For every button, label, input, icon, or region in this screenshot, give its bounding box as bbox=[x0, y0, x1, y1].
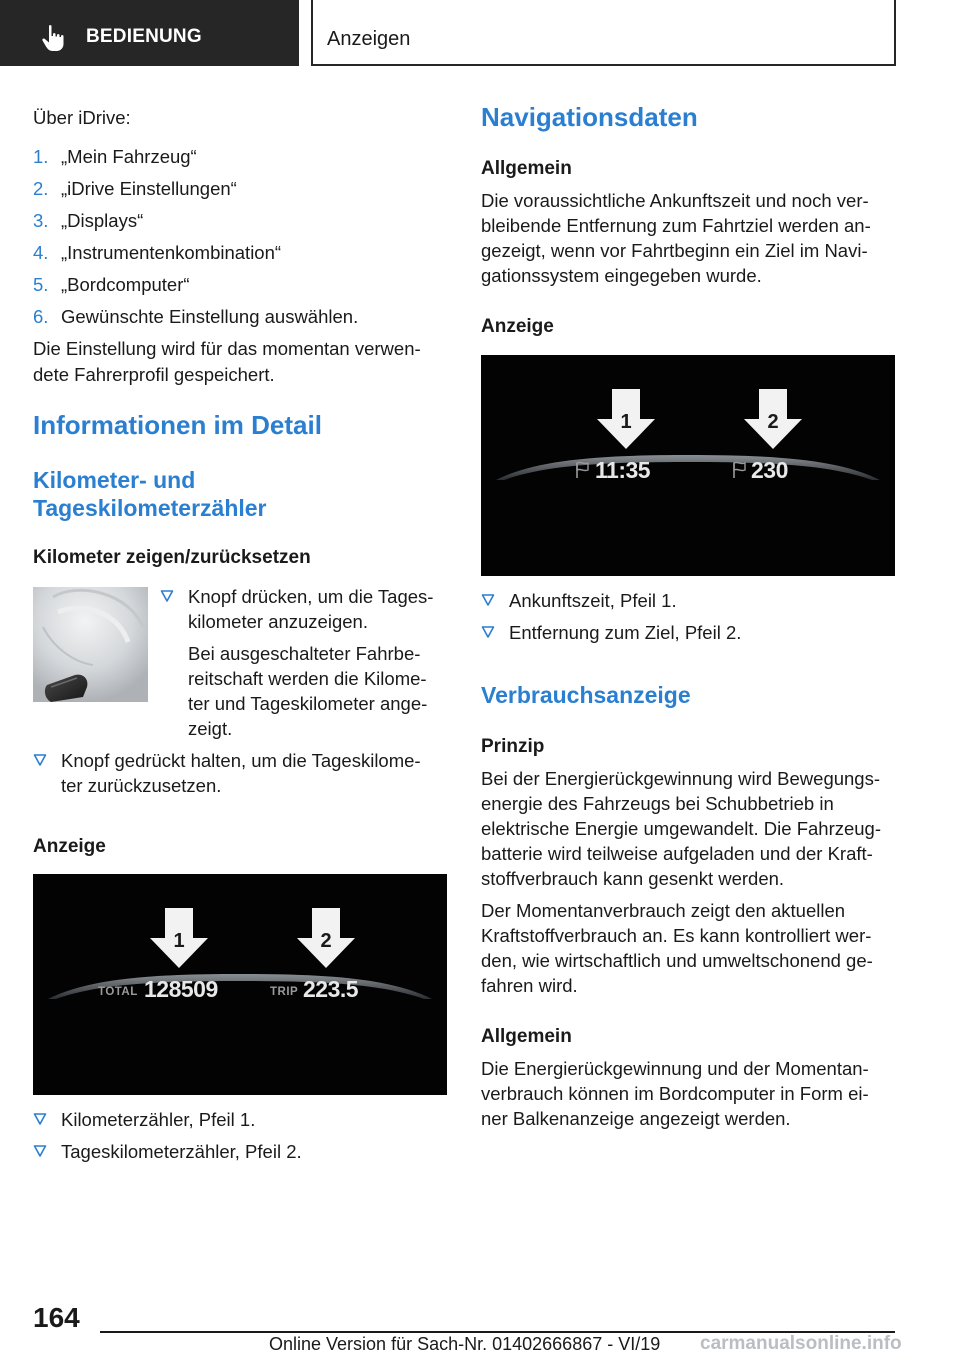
step-text: „Mein Fahrzeug“ bbox=[61, 146, 197, 167]
step-number: 4. bbox=[33, 242, 49, 263]
legend-text: Kilometerzähler, Pfeil 1. bbox=[61, 1109, 256, 1130]
nav-text-line: gationssystem eingegeben wurde. bbox=[481, 265, 762, 286]
intro-text: Über iDrive: bbox=[33, 107, 131, 128]
total-value: 128509 bbox=[144, 976, 218, 1002]
heading-general: Allgemein bbox=[481, 1026, 572, 1047]
chapter-header bbox=[311, 0, 896, 66]
watermark: carmanualsonline.info bbox=[700, 1333, 902, 1354]
heading-display: Anzeige bbox=[33, 836, 106, 857]
arrow-number: 1 bbox=[173, 930, 185, 952]
heading-general: Allgemein bbox=[481, 158, 572, 179]
heading-navigation: Navigationsdaten bbox=[481, 102, 698, 132]
current-text-line: Kraftstoffverbrauch an. Es kann kontrolliert wer- bbox=[481, 925, 872, 946]
legend-text: Ankunftszeit, Pfeil 1. bbox=[509, 590, 677, 611]
bullet-text: ter zurückzusetzen. bbox=[61, 775, 222, 796]
triangle-bullet-icon bbox=[481, 593, 495, 607]
triangle-bullet-icon bbox=[33, 753, 47, 767]
general-text-line: Die Energierückgewinnung und der Momentan- bbox=[481, 1058, 869, 1079]
flag-icon bbox=[728, 460, 748, 480]
heading-odometer: Tageskilometerzähler bbox=[33, 495, 267, 521]
principle-text-line: elektrische Energie umgewandelt. Die Fahrzeug- bbox=[481, 818, 882, 839]
bullet-subtext: zeigt. bbox=[188, 718, 233, 739]
nav-text-line: gezeigt, wenn vor Fahrtbeginn ein Ziel im Navi- bbox=[481, 240, 868, 261]
step-text: „iDrive Einstellungen“ bbox=[61, 178, 237, 199]
hand-pointer-icon bbox=[40, 24, 66, 52]
nav-text-line: bleibende Entfernung zum Fahrtziel werden an- bbox=[481, 215, 871, 236]
step-text: „Instrumentenkombination“ bbox=[61, 242, 282, 263]
online-version-note: Online Version für Sach-Nr. 01402666867 - VI/19 bbox=[269, 1334, 661, 1354]
step-number: 6. bbox=[33, 306, 49, 327]
triangle-bullet-icon bbox=[33, 1112, 47, 1126]
principle-text-line: stoffverbrauch kann gesenkt werden. bbox=[481, 868, 785, 889]
nav-text-line: Die voraussichtliche Ankunftszeit und noch ver- bbox=[481, 190, 869, 211]
odometer-display-image bbox=[33, 874, 447, 1095]
navigation-display-image bbox=[481, 355, 895, 576]
section-tab-label: BEDIENUNG bbox=[86, 26, 202, 47]
bullet-text: kilometer anzuzeigen. bbox=[188, 611, 368, 632]
legend-text: Tageskilometerzähler, Pfeil 2. bbox=[61, 1141, 302, 1162]
display-arc bbox=[496, 452, 880, 482]
saved-note-line: dete Fahrerprofil gespeichert. bbox=[33, 364, 275, 385]
step-number: 2. bbox=[33, 178, 49, 199]
general-text-line: ner Balkenanzeige angezeigt werden. bbox=[481, 1108, 791, 1129]
heading-display: Anzeige bbox=[481, 316, 554, 337]
trip-label: TRIP bbox=[270, 986, 299, 998]
heading-show-reset: Kilometer zeigen/zurücksetzen bbox=[33, 547, 311, 568]
step-number: 5. bbox=[33, 274, 49, 295]
arrow-number: 2 bbox=[320, 930, 332, 952]
distance-value: 230 bbox=[751, 457, 788, 483]
current-text-line: den, wie wirtschaftlich und umweltschonend ge- bbox=[481, 950, 873, 971]
bullet-text: Knopf drücken, um die Tages- bbox=[188, 586, 434, 607]
saved-note-line: Die Einstellung wird für das momentan verwen- bbox=[33, 338, 421, 359]
step-number: 3. bbox=[33, 210, 49, 231]
bullet-subtext: reitschaft werden die Kilome- bbox=[188, 668, 427, 689]
heading-odometer: Kilometer- und bbox=[33, 467, 196, 493]
heading-details: Informationen im Detail bbox=[33, 410, 322, 440]
heading-consumption: Verbrauchsanzeige bbox=[481, 682, 691, 708]
step-text: „Displays“ bbox=[61, 210, 144, 231]
flag-icon bbox=[571, 460, 591, 480]
step-text: „Bordcomputer“ bbox=[61, 274, 190, 295]
step-number: 1. bbox=[33, 146, 49, 167]
triangle-bullet-icon bbox=[481, 625, 495, 639]
total-label: TOTAL bbox=[98, 986, 138, 998]
arrival-time-value: 11:35 bbox=[595, 457, 651, 483]
arrow-number: 2 bbox=[767, 411, 779, 433]
principle-text-line: energie des Fahrzeugs bei Schubbetrieb in bbox=[481, 793, 834, 814]
current-text-line: Der Momentanverbrauch zeigt den aktuellen bbox=[481, 900, 846, 921]
principle-text-line: Bei der Energierückgewinnung wird Bewegungs- bbox=[481, 768, 881, 789]
principle-text-line: batterie wird teilweise aufgeladen und der Kraft- bbox=[481, 843, 873, 864]
bullet-subtext: ter und Tageskilometer ange- bbox=[188, 693, 428, 714]
step-text: Gewünschte Einstellung auswählen. bbox=[61, 306, 359, 327]
chapter-title: Anzeigen bbox=[327, 28, 411, 50]
section-tab bbox=[0, 0, 299, 66]
heading-principle: Prinzip bbox=[481, 736, 545, 757]
bullet-text: Knopf gedrückt halten, um die Tageskilome- bbox=[61, 750, 421, 771]
triangle-bullet-icon bbox=[160, 589, 174, 603]
bullet-subtext: Bei ausgeschalteter Fahrbe- bbox=[188, 643, 421, 664]
general-text-line: verbrauch können im Bordcomputer in Form ei- bbox=[481, 1083, 869, 1104]
triangle-bullet-icon bbox=[33, 1144, 47, 1158]
trip-value: 223.5 bbox=[303, 976, 359, 1002]
legend-text: Entfernung zum Ziel, Pfeil 2. bbox=[509, 622, 742, 643]
current-text-line: fahren wird. bbox=[481, 975, 578, 996]
odometer-button-photo bbox=[33, 587, 148, 702]
arrow-number: 1 bbox=[620, 411, 632, 433]
page-number: 164 bbox=[33, 1302, 80, 1333]
